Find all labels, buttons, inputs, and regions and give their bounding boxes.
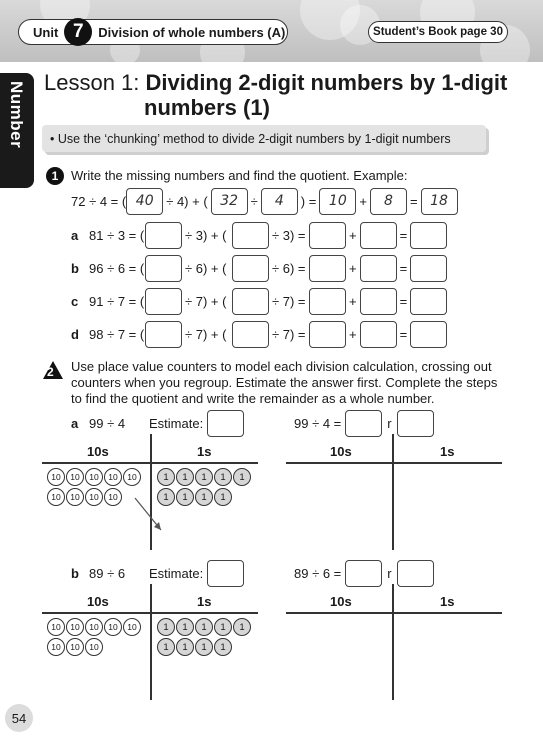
row-operator: =: [399, 228, 408, 243]
row-label: b: [71, 261, 79, 276]
estimate-box[interactable]: [207, 410, 244, 437]
answer-box[interactable]: [145, 255, 182, 282]
answer-box[interactable]: [309, 288, 346, 315]
quotient-box[interactable]: [345, 410, 382, 437]
quotient-box[interactable]: [410, 288, 447, 315]
one-counter[interactable]: 1: [195, 638, 213, 656]
ten-counter[interactable]: 10: [123, 618, 141, 636]
tens-header: 10s: [87, 594, 109, 609]
row-operator: +: [349, 228, 357, 243]
example-box: 8: [370, 188, 407, 215]
example-op: ÷ 4) + (: [166, 194, 208, 209]
example-op: ÷: [250, 194, 258, 209]
estimate-box[interactable]: [207, 560, 244, 587]
answer-box[interactable]: [232, 288, 269, 315]
question-2-instruction-1: Use place value counters to model each division calculation, crossing out: [71, 359, 492, 374]
answer-line: [294, 560, 434, 587]
example-box: 40: [126, 188, 163, 215]
row-expression: 96 ÷ 6 = (: [89, 261, 145, 276]
question-1-row: [71, 288, 447, 315]
ten-counter[interactable]: 10: [85, 488, 103, 506]
tens-counters: [47, 618, 147, 656]
example-op: +: [359, 194, 367, 209]
answer-box[interactable]: [309, 222, 346, 249]
table-divider: [392, 434, 394, 550]
example-box: 32: [211, 188, 248, 215]
unit-label: Unit: [33, 24, 59, 40]
example-box: 10: [319, 188, 356, 215]
row-operator: ÷ 7) + (: [185, 327, 227, 342]
tens-counters: [47, 468, 147, 506]
page-number: 54: [5, 704, 33, 732]
one-counter[interactable]: 1: [176, 468, 194, 486]
quotient-box[interactable]: [410, 255, 447, 282]
table-divider: [392, 584, 394, 700]
unit-heading: [18, 19, 288, 45]
row-operator: ÷ 7) =: [272, 327, 306, 342]
row-label: d: [71, 327, 79, 342]
row-operator: +: [349, 327, 357, 342]
ten-counter[interactable]: 10: [85, 618, 103, 636]
row-operator: +: [349, 294, 357, 309]
row-operator: ÷ 6) + (: [185, 261, 227, 276]
ten-counter[interactable]: 10: [66, 488, 84, 506]
answer-box[interactable]: [145, 321, 182, 348]
question-1-row: [71, 321, 447, 348]
answer-box[interactable]: [360, 255, 397, 282]
answer-box[interactable]: [232, 222, 269, 249]
answer-expression: 89 ÷ 6 =: [294, 566, 342, 581]
row-operator: ÷ 6) =: [272, 261, 306, 276]
part-heading: [71, 410, 244, 437]
row-expression: 98 ÷ 7 = (: [89, 327, 145, 342]
example-op: =: [409, 194, 418, 209]
part-calculation: 99 ÷ 4: [89, 416, 126, 431]
ten-counter[interactable]: 10: [85, 638, 103, 656]
side-tab: [0, 73, 34, 188]
table-rule: [286, 462, 502, 464]
row-operator: ÷ 3) =: [272, 228, 306, 243]
ones-counters: [157, 618, 257, 656]
example-box: 18: [421, 188, 458, 215]
ones-header: 1s: [197, 594, 212, 609]
ten-counter[interactable]: 10: [66, 468, 84, 486]
ten-counter[interactable]: 10: [66, 618, 84, 636]
ten-counter[interactable]: 10: [47, 488, 65, 506]
example-row: [71, 188, 458, 215]
row-label: a: [71, 228, 79, 243]
one-counter[interactable]: 1: [214, 618, 232, 636]
part-label: b: [71, 566, 79, 581]
example-box: 4: [261, 188, 298, 215]
answer-box[interactable]: [360, 222, 397, 249]
ten-counter[interactable]: 10: [104, 618, 122, 636]
tens-header: 10s: [330, 444, 352, 459]
estimate-label: Estimate:: [149, 416, 204, 431]
ten-counter[interactable]: 10: [47, 468, 65, 486]
remainder-label: r: [387, 416, 392, 431]
one-counter[interactable]: 1: [233, 618, 251, 636]
row-operator: ÷ 7) =: [272, 294, 306, 309]
row-operator: =: [399, 327, 408, 342]
ones-header: 1s: [440, 444, 455, 459]
answer-box[interactable]: [360, 288, 397, 315]
row-operator: ÷ 3) + (: [185, 228, 227, 243]
row-operator: ÷ 7) + (: [185, 294, 227, 309]
question-1-row: [71, 255, 447, 282]
question-1-instruction: Write the missing numbers and find the quotient. Example:: [71, 168, 408, 183]
one-counter[interactable]: 1: [214, 488, 232, 506]
regroup-arrow-icon: [133, 494, 193, 544]
side-tab-label: Number: [7, 81, 26, 149]
answer-box[interactable]: [309, 255, 346, 282]
answer-expression: 99 ÷ 4 =: [294, 416, 342, 431]
one-counter[interactable]: 1: [195, 488, 213, 506]
ten-counter[interactable]: 10: [47, 618, 65, 636]
unit-number-badge: 7: [64, 18, 92, 46]
question-2-instruction-3: to find the quotient and write the remainder as a whole number.: [71, 391, 435, 406]
one-counter[interactable]: 1: [195, 618, 213, 636]
question-2-number: 2: [47, 365, 54, 379]
row-expression: 81 ÷ 3 = (: [89, 228, 145, 243]
quotient-box[interactable]: [410, 321, 447, 348]
answer-box[interactable]: [360, 321, 397, 348]
example-op: ) =: [300, 194, 317, 209]
book-reference: Student’s Book page 30: [368, 21, 508, 43]
lesson-prefix: Lesson 1:: [44, 70, 140, 95]
one-counter[interactable]: 1: [214, 638, 232, 656]
question-1-row: [71, 222, 447, 249]
remainder-box[interactable]: [397, 410, 434, 437]
lesson-title-line2: numbers (1): [144, 95, 270, 120]
estimate-label: Estimate:: [149, 566, 204, 581]
ones-header: 1s: [197, 444, 212, 459]
table-divider: [150, 584, 152, 700]
one-counter[interactable]: 1: [157, 488, 175, 506]
answer-box[interactable]: [145, 288, 182, 315]
unit-title: Division of whole numbers (A): [98, 24, 286, 40]
lesson-title-line1: Dividing 2-digit numbers by 1-digit: [145, 70, 508, 95]
ones-header: 1s: [440, 594, 455, 609]
ten-counter[interactable]: 10: [123, 468, 141, 486]
one-counter[interactable]: 1: [157, 638, 175, 656]
example-lhs: 72 ÷ 4 = (: [71, 194, 127, 209]
one-counter[interactable]: 1: [176, 618, 194, 636]
answer-box[interactable]: [232, 255, 269, 282]
lesson-title: [44, 70, 514, 120]
question-1-badge: 1: [46, 167, 64, 185]
remainder-label: r: [387, 566, 392, 581]
one-counter[interactable]: 1: [176, 638, 194, 656]
answer-box[interactable]: [145, 222, 182, 249]
row-operator: +: [349, 261, 357, 276]
table-rule: [286, 612, 502, 614]
answer-box[interactable]: [309, 321, 346, 348]
one-counter[interactable]: 1: [214, 468, 232, 486]
remainder-box[interactable]: [397, 560, 434, 587]
answer-box[interactable]: [232, 321, 269, 348]
ten-counter[interactable]: 10: [104, 468, 122, 486]
part-calculation: 89 ÷ 6: [89, 566, 126, 581]
one-counter[interactable]: 1: [157, 468, 175, 486]
ten-counter[interactable]: 10: [104, 488, 122, 506]
row-expression: 91 ÷ 7 = (: [89, 294, 145, 309]
part-heading: [71, 560, 244, 587]
ten-counter[interactable]: 10: [66, 638, 84, 656]
one-counter[interactable]: 1: [157, 618, 175, 636]
tens-header: 10s: [87, 444, 109, 459]
part-label: a: [71, 416, 79, 431]
tens-header: 10s: [330, 594, 352, 609]
question-2-instruction-2: counters when you regroup. Estimate the answer first. Complete the steps: [71, 375, 498, 390]
row-label: c: [71, 294, 79, 309]
one-counter[interactable]: 1: [176, 488, 194, 506]
ten-counter[interactable]: 10: [47, 638, 65, 656]
ten-counter[interactable]: 10: [85, 468, 103, 486]
one-counter[interactable]: 1: [233, 468, 251, 486]
one-counter[interactable]: 1: [195, 468, 213, 486]
learning-objective: • Use the ‘chunking’ method to divide 2-digit numbers by 1-digit numbers: [42, 125, 486, 152]
quotient-box[interactable]: [345, 560, 382, 587]
row-operator: =: [399, 261, 408, 276]
row-operator: =: [399, 294, 408, 309]
answer-line: [294, 410, 434, 437]
quotient-box[interactable]: [410, 222, 447, 249]
